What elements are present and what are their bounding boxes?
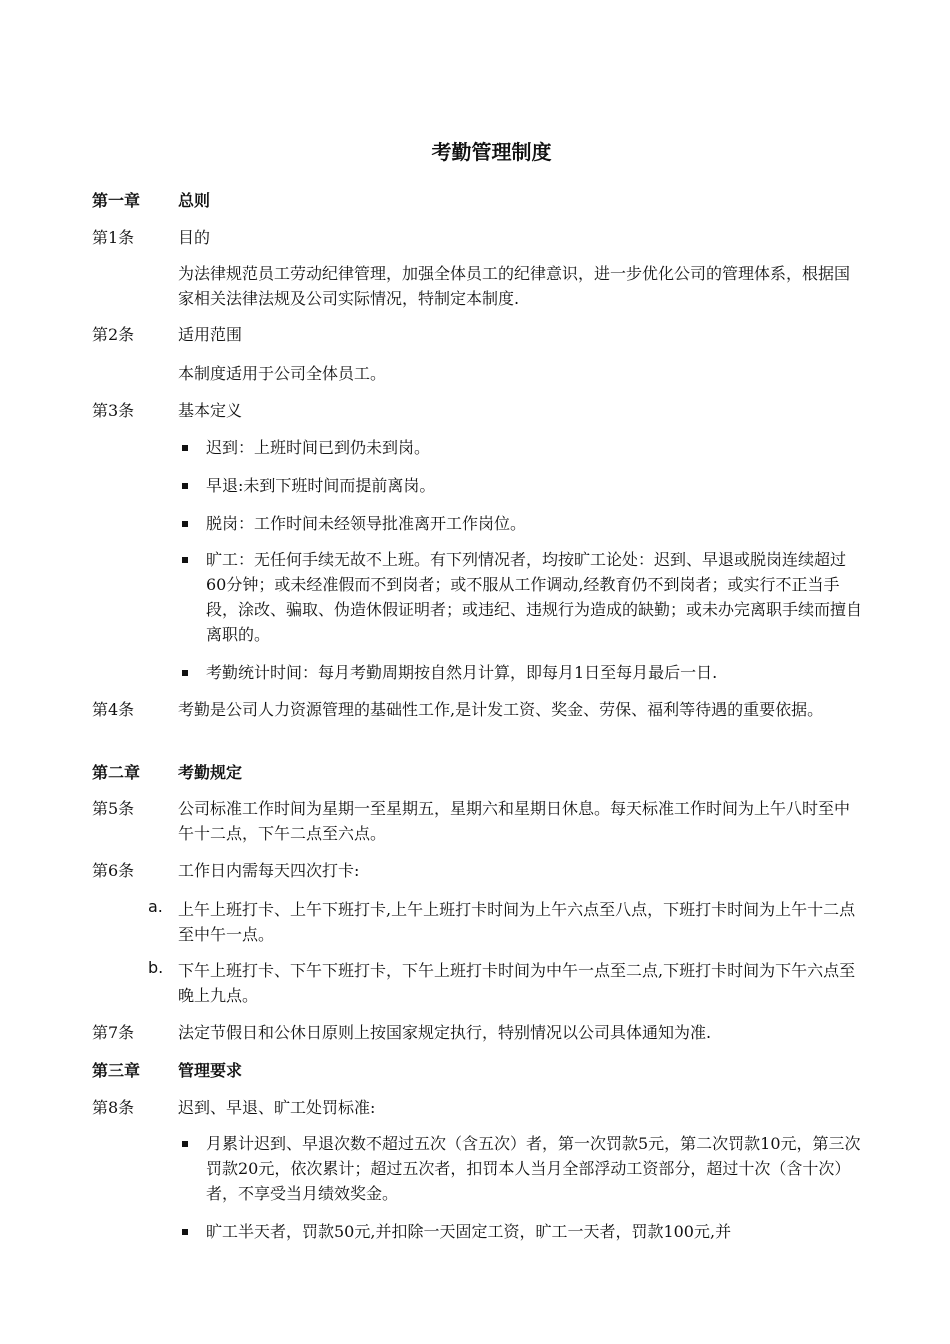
- definition-item: [182, 547, 862, 647]
- article-2-body: 本制度适用于公司全体员工。: [178, 364, 387, 383]
- article-6: [92, 858, 862, 883]
- chapter-title: 考勤规定: [178, 763, 243, 782]
- article-label: 第2条: [92, 325, 135, 344]
- article-4: [92, 697, 862, 747]
- definition-item: [182, 473, 862, 498]
- item-text: 上午上班打卡、上午下班打卡,上午上班打卡时间为上午六点至八点，下班打卡时间为上午十二点至中午一点。: [178, 900, 856, 944]
- bullet-square-icon: [182, 521, 188, 527]
- chapter-1-heading: [92, 188, 862, 213]
- definition-text: 考勤统计时间：每月考勤周期按自然月计算，即每月1日至每月最后一日.: [206, 663, 718, 682]
- article-5: [92, 796, 862, 846]
- article-3-heading: [92, 398, 862, 423]
- definition-text: 旷工：无任何手续无故不上班。有下列情况者，均按旷工论处：迟到、早退或脱岗连续超过60分钟；或未经准假而不到岗者；或不服从工作调动,经教育仍不到岗者；或实行不正当手段，涂改、骗取、伪造休假证明者；或违纪、违规行为造成的缺勤；或未办完离职手续而擅自离职的。: [206, 550, 863, 644]
- article-2-heading: [92, 322, 862, 347]
- article-label: 第7条: [92, 1023, 135, 1042]
- definition-text: 迟到：上班时间已到仍未到岗。: [206, 438, 431, 457]
- definition-text: 脱岗：工作时间未经领导批准离开工作岗位。: [206, 514, 527, 533]
- bullet-square-icon: [182, 557, 188, 563]
- clock-in-item: [148, 897, 862, 947]
- article-title: 目的: [178, 228, 211, 247]
- definition-text: 早退:未到下班时间而提前离岗。: [206, 476, 436, 495]
- article-body: 迟到、早退、旷工处罚标准:: [178, 1098, 376, 1117]
- item-marker: a.: [148, 897, 163, 916]
- bullet-square-icon: [182, 445, 188, 451]
- article-body: 考勤是公司人力资源管理的基础性工作,是计发工资、奖金、劳保、福利等待遇的重要依据。: [178, 700, 824, 719]
- chapter-title: 管理要求: [178, 1061, 243, 1080]
- article-label: 第4条: [92, 700, 135, 719]
- article-8: [92, 1095, 862, 1120]
- article-body: 法定节假日和公休日原则上按国家规定执行，特别情况以公司具体通知为准.: [178, 1023, 712, 1042]
- article-label: 第6条: [92, 861, 135, 880]
- chapter-label: 第二章: [92, 763, 141, 782]
- article-1-heading: [92, 225, 862, 250]
- penalty-item: [182, 1219, 862, 1244]
- item-text: 下午上班打卡、下午下班打卡，下午上班打卡时间为中午一点至二点,下班打卡时间为下午六点至晚上九点。: [178, 961, 856, 1005]
- article-title: 适用范围: [178, 325, 243, 344]
- article-label: 第3条: [92, 401, 135, 420]
- article-label: 第5条: [92, 799, 135, 818]
- definition-item: [182, 435, 862, 460]
- article-body: 工作日内需每天四次打卡:: [178, 861, 360, 880]
- chapter-label: 第一章: [92, 191, 141, 210]
- bullet-square-icon: [182, 1229, 188, 1235]
- chapter-3-heading: [92, 1058, 862, 1083]
- document-title: 考勤管理制度: [431, 140, 552, 164]
- penalty-text: 月累计迟到、早退次数不超过五次（含五次）者，第一次罚款5元，第二次罚款10元，第三次罚款20元，依次累计；超过五次者，扣罚本人当月全部浮动工资部分，超过十次（含十次）者，不享受当月绩效奖金。: [206, 1134, 861, 1203]
- article-1-body: 为法律规范员工劳动纪律管理，加强全体员工的纪律意识，进一步优化公司的管理体系，根据国家相关法律法规及公司实际情况，特制定本制度.: [178, 264, 851, 308]
- penalty-text: 旷工半天者，罚款50元,并扣除一天固定工资，旷工一天者，罚款100元,并: [206, 1222, 732, 1241]
- article-title: 基本定义: [178, 401, 243, 420]
- definition-item: [182, 511, 862, 536]
- bullet-square-icon: [182, 483, 188, 489]
- article-label: 第8条: [92, 1098, 135, 1117]
- article-label: 第1条: [92, 228, 135, 247]
- article-body: 公司标准工作时间为星期一至星期五，星期六和星期日休息。每天标准工作时间为上午八时至中午十二点，下午二点至六点。: [178, 799, 851, 843]
- item-marker: b.: [148, 958, 164, 977]
- bullet-square-icon: [182, 670, 188, 676]
- penalty-item: [182, 1131, 862, 1206]
- definition-item: [182, 660, 862, 685]
- chapter-label: 第三章: [92, 1061, 141, 1080]
- chapter-title: 总则: [178, 191, 211, 210]
- chapter-2-heading: [92, 760, 862, 785]
- article-7: [92, 1020, 862, 1045]
- bullet-square-icon: [182, 1141, 188, 1147]
- clock-in-item: [148, 958, 862, 1008]
